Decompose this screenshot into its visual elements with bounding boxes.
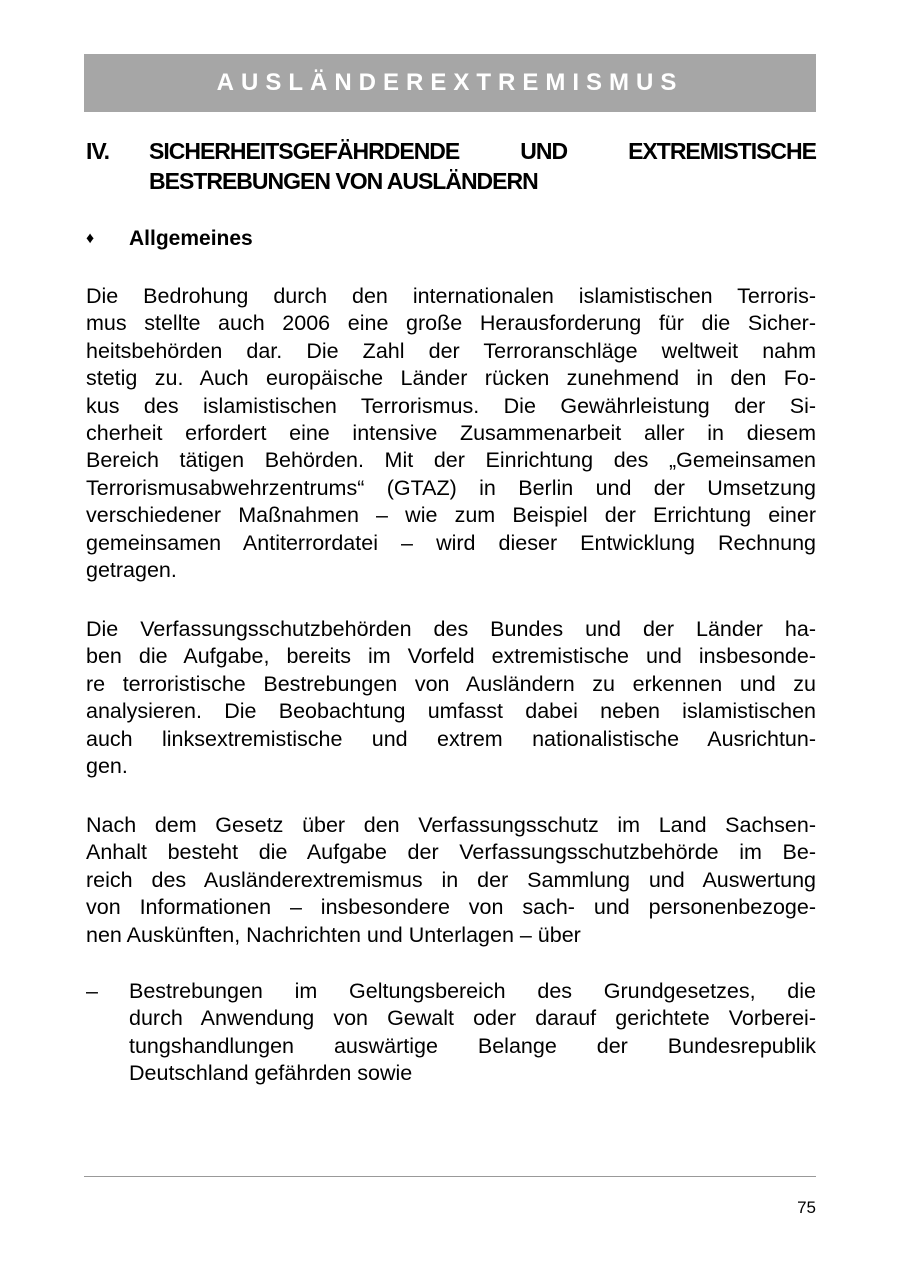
paragraph-3	[86, 812, 816, 949]
subsection-heading	[86, 227, 253, 251]
text-line: von Informationen – insbesondere von sach- und personenbezoge-	[86, 895, 816, 920]
section-title-line: SICHERHEITSGEFÄHRDENDE UND EXTREMISTISCHE	[149, 138, 816, 164]
text-line: Anhalt besteht die Aufgabe der Verfassungsschutzbehörde im Be-	[86, 840, 816, 865]
list-item	[86, 978, 816, 1088]
text-line: Die Verfassungsschutzbehörden des Bundes und der Länder ha-	[86, 617, 816, 641]
page-number: 75	[797, 1198, 816, 1217]
text-line: Bereich tätigen Behörden. Mit der Einrichtung des „Gemeinsamen	[86, 448, 816, 473]
text-line: gen.	[86, 754, 128, 779]
text-line: re terroristische Bestrebungen von Ausländern zu erkennen und zu	[86, 671, 816, 696]
text-line: reich des Ausländerextremismus in der Sammlung und Auswertung	[86, 867, 816, 892]
text-line: tungshandlungen auswärtige Belange der Bundesrepublik	[129, 1033, 816, 1058]
text-line: stetig zu. Auch europäische Länder rücken zunehmend in den Fo-	[86, 366, 816, 391]
text-line: analysieren. Die Beobachtung umfasst dabei neben islamistischen	[86, 699, 816, 724]
chapter-banner	[84, 54, 816, 112]
text-line: Deutschland gefährden sowie	[129, 1061, 413, 1086]
text-line: Terrorismusabwehrzentrums“ (GTAZ) in Berlin und der Umsetzung	[86, 475, 816, 500]
text-line: verschiedener Maßnahmen – wie zum Beispiel der Errichtung einer	[86, 503, 816, 528]
section-title-line: BESTREBUNGEN VON AUSLÄNDERN	[149, 168, 538, 194]
dash-marker: –	[86, 979, 98, 1003]
subsection-title: Allgemeines	[129, 227, 253, 250]
text-line: durch Anwendung von Gewalt oder darauf gerichtete Vorberei-	[129, 1006, 816, 1031]
text-line: ben die Aufgabe, bereits im Vorfeld extremistische und insbesonde-	[86, 644, 816, 669]
section-heading	[86, 136, 816, 196]
chapter-banner-text: AUSLÄNDEREXTREMISMUS	[216, 69, 684, 96]
text-line: Die Bedrohung durch den internationalen islamistischen Terroris-	[86, 284, 816, 308]
paragraph-1	[86, 283, 816, 584]
section-title	[149, 136, 816, 196]
text-line: Bestrebungen im Geltungsbereich des Grundgesetzes, die	[129, 979, 816, 1003]
text-line: Nach dem Gesetz über den Verfassungsschutz im Land Sachsen-	[86, 813, 816, 837]
text-line: nen Auskünften, Nachrichten und Unterlagen – über	[86, 922, 581, 947]
text-line: kus des islamistischen Terrorismus. Die Gewährleistung der Si-	[86, 393, 816, 418]
diamond-bullet-icon: ♦	[86, 230, 95, 247]
text-line: mus stellte auch 2006 eine große Herausforderung für die Sicher-	[86, 311, 816, 336]
text-line: getragen.	[86, 558, 177, 583]
text-line: auch linksextremistische und extrem nationalistische Ausrichtun-	[86, 726, 816, 751]
text-line: gemeinsamen Antiterrordatei – wird dieser Entwicklung Rechnung	[86, 530, 816, 555]
paragraph-2	[86, 616, 816, 780]
list-item-text	[129, 978, 816, 1088]
footer-divider	[84, 1176, 816, 1177]
text-line: cherheit erfordert eine intensive Zusammenarbeit aller in diesem	[86, 421, 816, 446]
section-number: IV.	[86, 138, 110, 164]
text-line: heitsbehörden dar. Die Zahl der Terroranschläge weltweit nahm	[86, 338, 816, 363]
